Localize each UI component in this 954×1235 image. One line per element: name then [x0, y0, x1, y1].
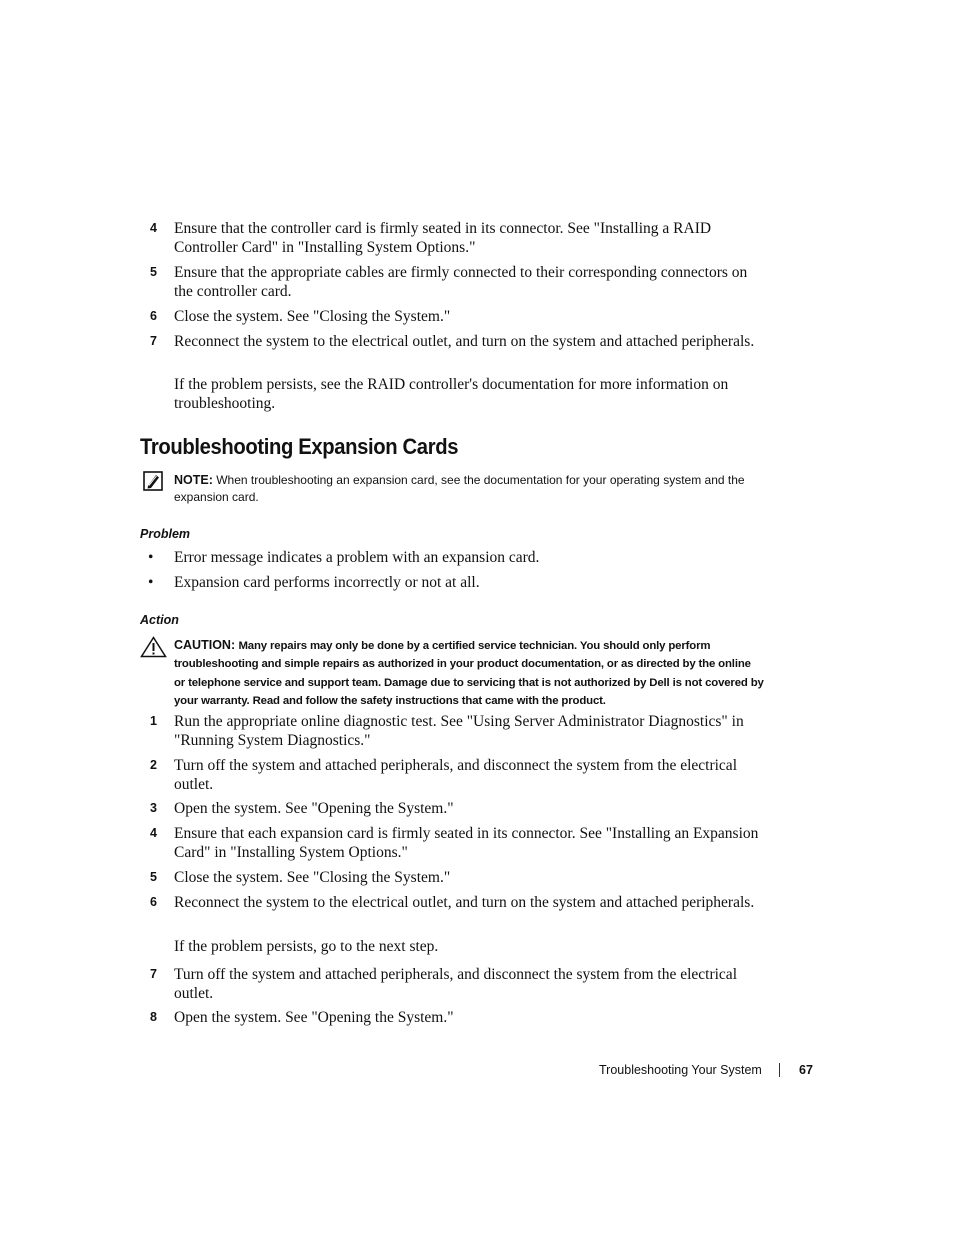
step-text: Reconnect the system to the electrical outlet, and turn on the system and attached peripherals. — [174, 333, 755, 350]
step-number: 7 — [150, 967, 157, 981]
step-number: 7 — [150, 334, 157, 348]
note-pencil-icon — [143, 471, 163, 491]
footer-chapter-title: Troubleshooting Your System — [599, 1063, 762, 1077]
step-text: Turn off the system and attached peripherals, and disconnect the system from the electrical outlet. — [174, 757, 737, 793]
action-subheading: Action — [140, 613, 179, 627]
step-text: Run the appropriate online diagnostic test. See "Using Server Administrator Diagnostics" in "Running System Diagnostics." — [174, 713, 744, 749]
bullet-text: Error message indicates a problem with an expansion card. — [174, 549, 540, 566]
footer-divider — [779, 1063, 780, 1077]
step-number: 1 — [150, 714, 157, 728]
step-text: Open the system. See "Opening the System." — [174, 800, 454, 817]
section-heading: Troubleshooting Expansion Cards — [140, 434, 459, 459]
step-text: Close the system. See "Closing the System." — [174, 869, 451, 886]
followup-paragraph: If the problem persists, go to the next step. — [174, 938, 439, 955]
step-number: 4 — [150, 221, 157, 235]
step-number: 3 — [150, 801, 157, 815]
bullet-icon: • — [148, 574, 154, 591]
step-text: Open the system. See "Opening the System." — [174, 1009, 454, 1026]
problem-subheading: Problem — [140, 527, 191, 541]
step-number: 6 — [150, 895, 157, 909]
step-text: Reconnect the system to the electrical outlet, and turn on the system and attached peripherals. — [174, 894, 755, 911]
caution-callout — [174, 637, 764, 710]
caution-label: CAUTION: — [174, 638, 236, 652]
step-number: 2 — [150, 758, 157, 772]
bullet-text: Expansion card performs incorrectly or not at all. — [174, 574, 480, 591]
step-number: 4 — [150, 826, 157, 840]
followup-paragraph: If the problem persists, see the RAID controller's documentation for more information on troubleshooting. — [174, 376, 729, 412]
step-text: Turn off the system and attached peripherals, and disconnect the system from the electrical outlet. — [174, 966, 737, 1002]
step-text: Ensure that each expansion card is firmly seated in its connector. See "Installing an Expansion Card" in "Installing System Options." — [174, 825, 759, 861]
step-text: Ensure that the controller card is firmly seated in its connector. See "Installing a RAID Controller Card" in "Installing System Options." — [174, 220, 712, 256]
step-text: Close the system. See "Closing the System." — [174, 308, 451, 325]
step-number: 8 — [150, 1010, 157, 1024]
step-number: 5 — [150, 265, 157, 279]
caution-triangle-icon — [140, 636, 167, 658]
step-number: 6 — [150, 309, 157, 323]
note-label: NOTE: — [174, 473, 213, 487]
step-text: Ensure that the appropriate cables are firmly connected to their corresponding connectors on the controller card. — [174, 264, 748, 300]
caution-text: Many repairs may only be done by a certified service technician. You should only perform troubleshooting and simple repairs as authorized in your product documentation, or as directed by the online or telephone service and support team. Damage due to servicing that is not authorized by Dell is not covered by your warranty. Read and follow the safety instructions that came with the product. — [174, 640, 764, 707]
note-text: When troubleshooting an expansion card, see the documentation for your operating system and the expansion card. — [174, 473, 745, 505]
step-number: 5 — [150, 870, 157, 884]
bullet-icon: • — [148, 549, 154, 566]
page-number: 67 — [799, 1063, 813, 1077]
note-callout — [174, 472, 764, 507]
